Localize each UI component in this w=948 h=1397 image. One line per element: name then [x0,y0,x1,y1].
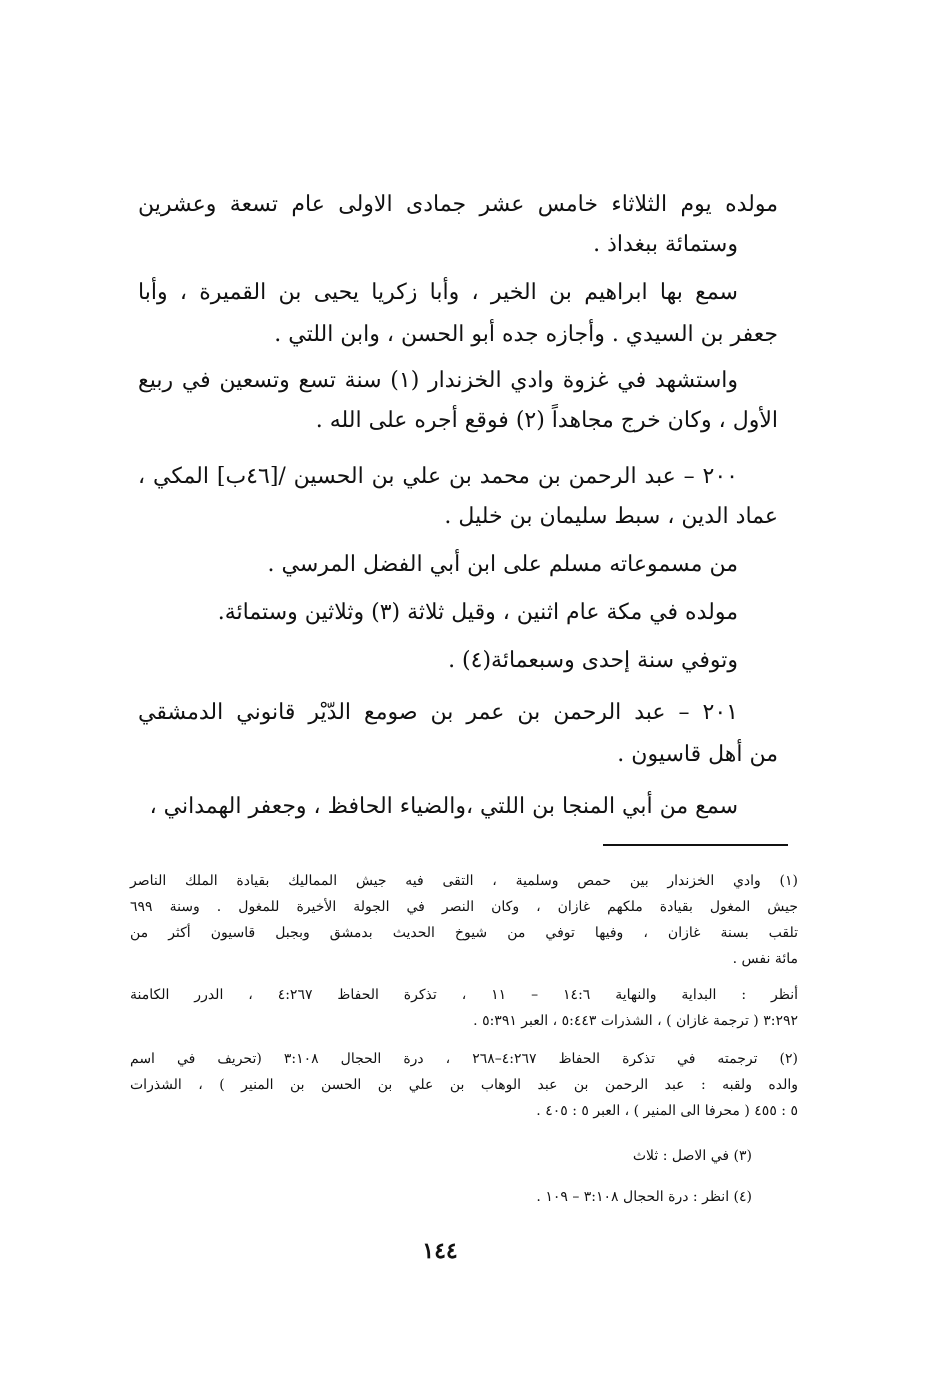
body-line: وستمائة ببغداذ . [593,232,738,257]
entry-200-line: ٢٠٠ – عبد الرحمن بن محمد بن علي بن الحسين /[٤٦ب] المكي ، [138,464,738,489]
footnote-line: والده ولقبه : عبد الرحمن بن عبد الوهاب بن علي بن الحسن بن المنير ) ، الشذرات [130,1077,798,1093]
body-line: من مسموعاته مسلم على ابن أبي الفضل المرسي . [267,552,738,577]
page-number: ١٤٤ [422,1238,458,1264]
footnote-line: جيش المغول بقيادة ملكهم غازان ، وكان النصر في الجولة الأخيرة للمغول . وسنة ٦٩٩ [130,899,798,915]
footnote-separator [603,844,788,846]
body-line: واستشهد في غزوة وادي الخزندار (١) سنة تسع وتسعين في ربيع [138,368,738,393]
body-line: الأول ، وكان خرج مجاهداً (٢) فوقع أجره على الله . [315,408,778,433]
footnote-line: مائة نفس . [732,951,798,967]
body-line: سمع بها ابراهيم بن الخير ، وأبا زكريا يحيى بن القميرة ، وأبا [138,280,738,305]
footnote-line: (٤) انظر : درة الحجال ٣:١٠٨ – ١٠٩ . [536,1189,752,1205]
body-line: وتوفي سنة إحدى وسبعمائة(٤) . [448,648,738,673]
footnote-line: تلقب بسنة غازان ، وفيها توفي من شيوخ الحديث بدمشق وبجبل قاسيون أكثر من [130,925,798,941]
body-line: مولده يوم الثلاثاء خامس عشر جمادى الاولى عام تسعة وعشرين [138,192,778,217]
footnote-line: ٣:٢٩٢ ( ترجمة غازان ) ، الشذرات ٥:٤٤٣ ، العبر ٥:٣٩١ . [473,1013,798,1029]
entry-201-line: ٢٠١ – عبد الرحمن بن عمر بن صومع الدّيْر قانوني الدمشقي [138,700,738,725]
body-line: جعفر بن السيدي . وأجازه جده أبو الحسن ، وابن اللتي . [274,322,778,347]
footnote-line: أنظر : البداية والنهاية ١٤:٦ – ١١ ، تذكرة الحفاظ ٤:٢٦٧ ، الدرر الكامنة [130,987,798,1003]
footnote-line: (١) وادي الخزندار بين حمص وسلمية ، التقى فيه جيش المماليك بقيادة الملك الناصر [130,873,798,889]
body-line: عماد الدين ، سبط سليمان بن خليل . [444,504,778,529]
body-line: مولده في مكة عام اثنين ، وقيل ثلاثة (٣) وثلاثين وستمائة. [217,600,738,625]
footnote-line: (٢) ترجمته في تذكرة الحفاظ ٤:٢٦٧–٢٦٨ ، درة الحجال ٣:١٠٨ (تحريف في اسم [130,1051,798,1067]
footnote-line: (٣) في الاصل : ثلاث [632,1148,752,1164]
body-line: من أهل قاسيون . [617,742,778,767]
body-line: سمع من أبي المنجا بن اللتي ،والضياء الحافظ ، وجعفر الهمداني ، [149,794,738,819]
footnote-line: ٥ : ٤٥٥ ( محرفا الى المنير ) ، العبر ٥ : ٤٠٥ . [536,1103,798,1119]
